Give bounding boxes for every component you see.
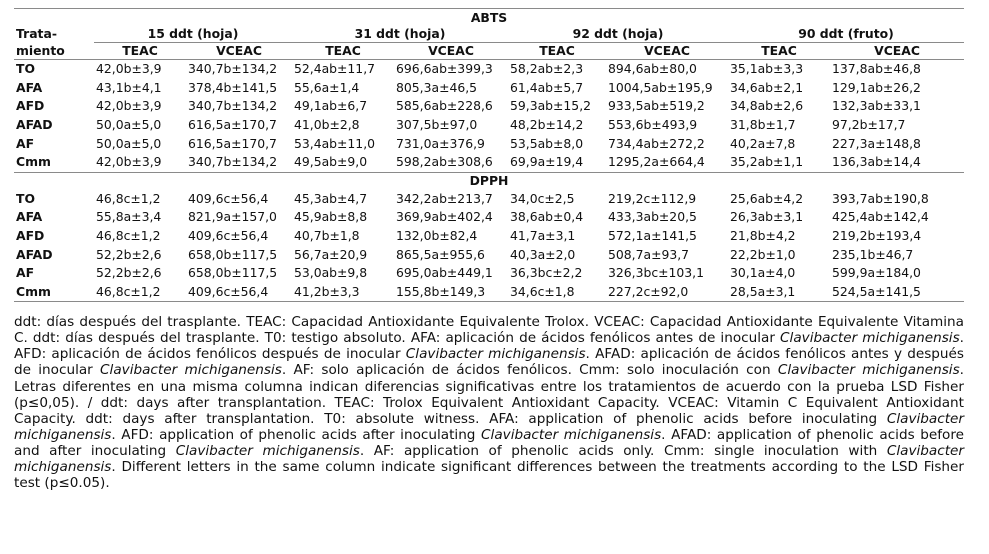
dpph-row-afad (14, 245, 964, 264)
table-cell: 53,4ab±11,0 (294, 135, 376, 151)
row-header-line1: Trata- (16, 26, 57, 42)
group-90-ddt-fruto: 90 ddt (fruto) (728, 26, 964, 43)
table-cell: 49,5ab±9,0 (292, 153, 394, 172)
table-cell: 36,3bc±2,2 (510, 265, 583, 281)
abts-row-afd (14, 97, 964, 116)
subheader-vceac: VCEAC (606, 43, 728, 60)
footnote-text: . Different letters in the same column indicate significant differences between the treatments according to the LSD Fisher test (p≤0.05). (14, 458, 964, 492)
table-cell: 43,1b±4,1 (96, 79, 162, 95)
table-cell: 50,0a±5,0 (96, 117, 162, 133)
table-cell: 132,3ab±33,1 (832, 98, 921, 114)
table-cell: 865,5a±955,6 (396, 246, 485, 262)
table-cell: 21,8b±4,2 (730, 228, 796, 244)
table-cell: 933,5ab±519,2 (608, 98, 705, 114)
table-cell: 35,2ab±1,1 (728, 153, 830, 172)
table-cell: 340,7b±134,2 (188, 98, 278, 114)
table-cell: 46,8c±1,2 (96, 228, 161, 244)
table-cell: 425,4ab±142,4 (832, 209, 929, 225)
species-name: Clavibacter michiganensis (780, 330, 960, 347)
footnote-text: . AF: solo aplicación de ácidos fenólicos. Cmm: solo inoculación con (281, 362, 778, 379)
table-cell: 433,3ab±20,5 (608, 209, 697, 225)
table-body (14, 9, 964, 302)
table-cell: 219,2c±112,9 (608, 190, 697, 206)
footnote-paragraph (14, 314, 964, 491)
table-cell: 40,2a±7,8 (730, 135, 796, 151)
table-cell: 572,1a±141,5 (608, 228, 697, 244)
subheader-vceac: VCEAC (186, 43, 292, 60)
table-footnote (14, 314, 964, 491)
species-name: Clavibacter michiganensis (175, 442, 360, 459)
dpph-row-cmm (14, 283, 964, 302)
table-cell: 34,6c±1,8 (508, 283, 606, 302)
dpph-section-header (14, 172, 964, 190)
subheader-teac: TEAC (728, 43, 830, 60)
table-cell: 28,5a±3,1 (728, 283, 830, 302)
table-cell: 695,0ab±449,1 (396, 265, 493, 281)
table-cell: 46,8c±1,2 (94, 283, 186, 302)
group-header-row (14, 26, 964, 43)
group-31-ddt-hoja: 31 ddt (hoja) (292, 26, 508, 43)
species-name: Clavibacter michiganensis (14, 410, 964, 443)
table-cell: 598,2ab±308,6 (394, 153, 508, 172)
footnote-text: ddt: días después del trasplante. TEAC: Capacidad Antioxidante Equivalente Trolox. VCEAC: Capacidad Antioxidante Equivalente Vitamina C. ddt: días después del trasplante. T0: testigo absoluto. AFA: aplicación de ácidos fenólicos antes de inocular (14, 314, 964, 347)
footnote-text: . AFAD: aplicación de ácidos fenólicos antes y después de inocular (14, 346, 964, 379)
table-cell: 658,0b±117,5 (188, 265, 278, 281)
row-header-line2: miento (14, 43, 94, 60)
table-cell: 53,0ab±9,8 (294, 265, 368, 281)
table-cell: 56,7a±20,9 (294, 246, 368, 262)
table-cell: 227,2c±92,0 (606, 283, 728, 302)
table-cell: 599,9a±184,0 (832, 265, 921, 281)
table-cell: 59,3ab±15,2 (510, 98, 592, 114)
table-cell: 25,6ab±4,2 (730, 190, 804, 206)
table-cell: 409,6c±56,4 (188, 228, 269, 244)
table-cell: 31,8b±1,7 (730, 117, 796, 133)
table-cell: 52,2b±2,6 (96, 265, 162, 281)
antioxidant-capacity-table (14, 8, 964, 302)
abts-section-header (14, 9, 964, 26)
table-cell: 524,5a±141,5 (830, 283, 964, 302)
table-cell: 409,6c±56,4 (186, 283, 292, 302)
table-cell: 696,6ab±399,3 (396, 61, 493, 77)
dpph-row-to (14, 190, 964, 209)
table-cell: 50,0a±5,0 (96, 135, 162, 151)
treatment-label: AFA (16, 209, 43, 225)
group-15-ddt-hoja: 15 ddt (hoja) (94, 26, 292, 43)
table-cell: 55,6a±1,4 (294, 79, 360, 95)
species-name: Clavibacter michiganensis (777, 362, 960, 379)
table-cell: 137,8ab±46,8 (832, 61, 921, 77)
table-cell: 307,5b±97,0 (396, 117, 478, 133)
subheader-teac: TEAC (292, 43, 394, 60)
footnote-text: . AFAD: application of phenolic acids before and after inoculating (14, 426, 964, 459)
dpph-row-afd (14, 227, 964, 246)
table-cell: 155,8b±149,3 (394, 283, 508, 302)
subheader-teac: TEAC (94, 43, 186, 60)
table-cell: 1295,2a±664,4 (606, 153, 728, 172)
abts-row-cmm (14, 153, 964, 172)
table-cell: 658,0b±117,5 (188, 246, 278, 262)
section-title-abts: ABTS (470, 9, 508, 25)
table-cell: 97,2b±17,7 (832, 117, 906, 133)
table-cell: 55,8a±3,4 (96, 209, 162, 225)
table-cell: 40,7b±1,8 (294, 228, 360, 244)
treatment-label: AF (16, 135, 35, 151)
table-cell: 46,8c±1,2 (96, 190, 161, 206)
table-cell: 69,9a±19,4 (508, 153, 606, 172)
table-cell: 41,2b±3,3 (292, 283, 394, 302)
dpph-row-af (14, 264, 964, 283)
treatment-label: AFD (16, 98, 45, 114)
table-cell: 34,6ab±2,1 (730, 79, 804, 95)
table-cell: 821,9a±157,0 (188, 209, 277, 225)
table-cell: 42,0b±3,9 (96, 98, 162, 114)
table-cell: 40,3a±2,0 (510, 246, 576, 262)
table-cell: 616,5a±170,7 (188, 117, 277, 133)
table-cell: 41,0b±2,8 (294, 117, 360, 133)
table-cell: 58,2ab±2,3 (510, 61, 584, 77)
table-cell: 42,0b±3,9 (94, 153, 186, 172)
table-cell: 48,2b±14,2 (510, 117, 584, 133)
table-cell: 731,0a±376,9 (396, 135, 485, 151)
table-cell: 340,7b±134,2 (188, 61, 278, 77)
abts-row-afa (14, 79, 964, 98)
table-cell: 52,4ab±11,7 (294, 61, 376, 77)
footnote-text: . AF: application of phenolic acids only. Cmm: single inoculation with (359, 442, 887, 459)
subheader-vceac: VCEAC (394, 43, 508, 60)
table-cell: 409,6c±56,4 (188, 190, 269, 206)
footnote-text: . Letras diferentes en una misma columna indican diferencias significativas entre los tratamientos de acuerdo con la prueba LSD Fisher (p≤0,05). / ddt: days after transplantation. TEAC: Trolox Equivalent Antioxidant Capacity. VCEAC: Vitamin C Equivalent Antioxidant Capacity. ddt: days after transplantation. T0: absolute witness. AFA: application of phenolic acids before inoculating (14, 362, 964, 427)
table-cell: 805,3a±46,5 (396, 79, 478, 95)
subheader-teac: TEAC (508, 43, 606, 60)
dpph-row-afa (14, 208, 964, 227)
treatment-label: AFAD (16, 117, 53, 133)
table-cell: 616,5a±170,7 (188, 135, 277, 151)
table-cell: 219,2b±193,4 (832, 228, 922, 244)
abts-row-to (14, 60, 964, 79)
footnote-text: . AFD: aplicación de ácidos fenólicos después de inocular (14, 330, 964, 363)
group-92-ddt-hoja: 92 ddt (hoja) (508, 26, 728, 43)
footnote-text: . AFD: application of phenolic acids after inoculating (111, 426, 482, 443)
table-cell: 45,9ab±8,8 (294, 209, 368, 225)
table-cell: 35,1ab±3,3 (730, 61, 804, 77)
table-cell: 52,2b±2,6 (96, 246, 162, 262)
treatment-label: TO (16, 61, 35, 77)
table-cell: 508,7a±93,7 (608, 246, 690, 262)
treatment-label: TO (16, 190, 35, 206)
table-cell: 26,3ab±3,1 (730, 209, 804, 225)
table-cell: 227,3a±148,8 (832, 135, 921, 151)
table-cell: 585,6ab±228,6 (396, 98, 493, 114)
table-cell: 378,4b±141,5 (188, 79, 278, 95)
treatment-label: AFA (16, 79, 43, 95)
table-cell: 136,3ab±14,4 (830, 153, 964, 172)
table-cell: 894,6ab±80,0 (608, 61, 697, 77)
table-cell: 340,7b±134,2 (186, 153, 292, 172)
table-cell: 235,1b±46,7 (832, 246, 914, 262)
table-cell: 326,3bc±103,1 (608, 265, 705, 281)
treatment-label: AF (16, 265, 35, 281)
abts-row-af (14, 134, 964, 153)
species-name: Clavibacter michiganensis (14, 442, 964, 475)
table-cell: 1004,5ab±195,9 (608, 79, 713, 95)
section-title-dpph: DPPH (14, 172, 964, 190)
species-name: Clavibacter michiganensis (481, 426, 662, 443)
species-name: Clavibacter michiganensis (405, 346, 586, 363)
subheader-row (14, 43, 964, 60)
table-cell: 34,0c±2,5 (510, 190, 575, 206)
table-cell: 41,7a±3,1 (510, 228, 576, 244)
table-cell: 369,9ab±402,4 (396, 209, 493, 225)
table-cell: 553,6b±493,9 (608, 117, 698, 133)
table-cell: 132,0b±82,4 (396, 228, 478, 244)
table-cell: 42,0b±3,9 (96, 61, 162, 77)
treatment-label: Cmm (14, 153, 94, 172)
treatment-label: AFAD (16, 246, 53, 262)
results-table-figure (14, 8, 964, 491)
subheader-vceac: VCEAC (830, 43, 964, 60)
table-cell: 393,7ab±190,8 (832, 190, 929, 206)
table-cell: 61,4ab±5,7 (510, 79, 584, 95)
table-cell: 30,1a±4,0 (730, 265, 796, 281)
treatment-label: Cmm (14, 283, 94, 302)
table-cell: 53,5ab±8,0 (510, 135, 584, 151)
table-cell: 734,4ab±272,2 (608, 135, 705, 151)
table-cell: 22,2b±1,0 (730, 246, 796, 262)
table-cell: 129,1ab±26,2 (832, 79, 921, 95)
table-cell: 34,8ab±2,6 (730, 98, 804, 114)
species-name: Clavibacter michiganensis (100, 362, 282, 379)
table-cell: 45,3ab±4,7 (294, 190, 368, 206)
table-cell: 342,2ab±213,7 (396, 190, 493, 206)
treatment-label: AFD (16, 228, 45, 244)
table-cell: 49,1ab±6,7 (294, 98, 368, 114)
abts-row-afad (14, 116, 964, 135)
table-cell: 38,6ab±0,4 (510, 209, 584, 225)
